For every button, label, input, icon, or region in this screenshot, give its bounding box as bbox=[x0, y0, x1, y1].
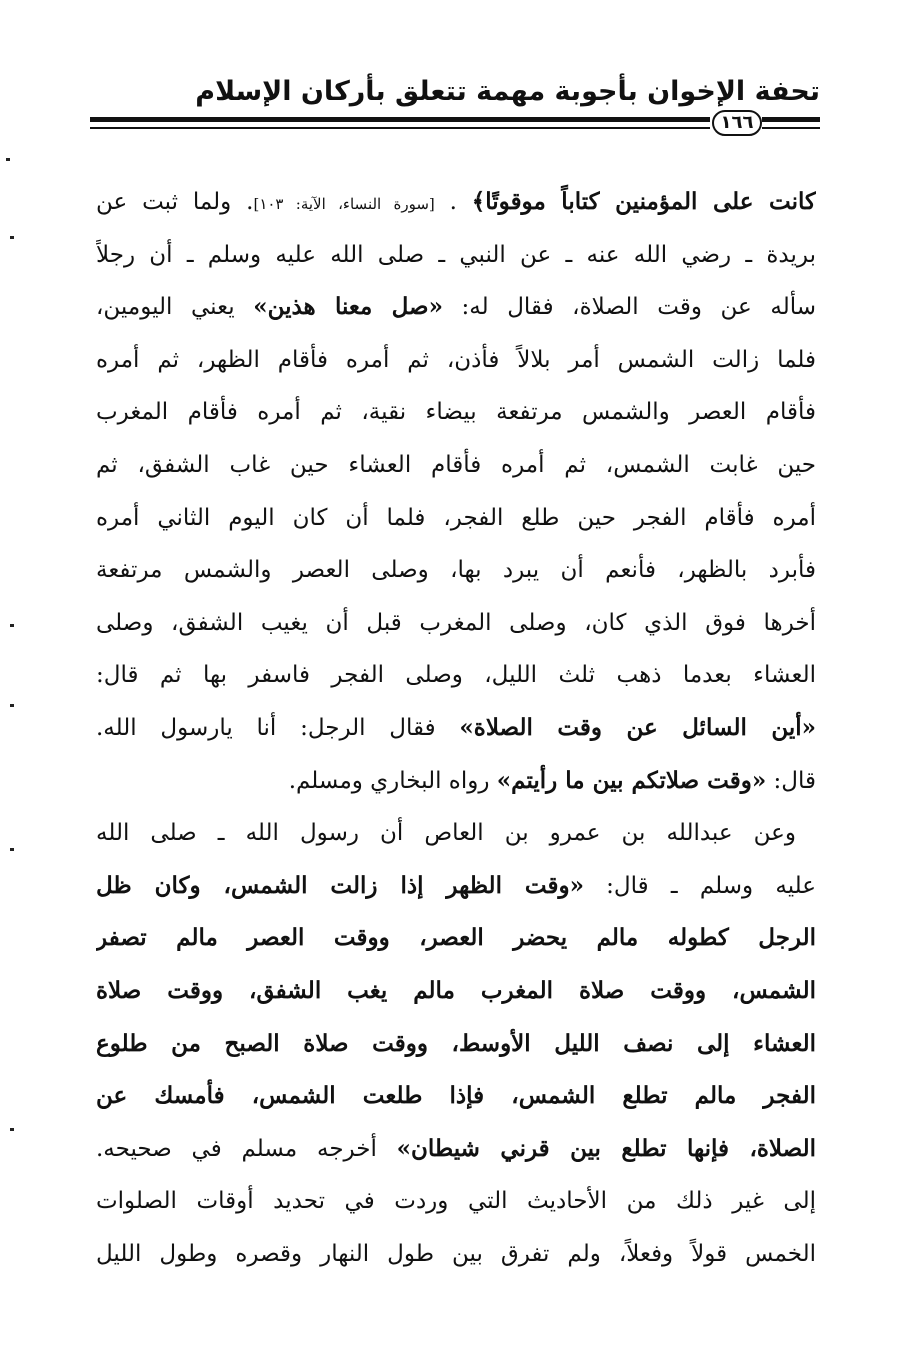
text-span: حين غابت الشمس، ثم أمره فأقام العشاء حين غاب الشفق، ثم bbox=[96, 451, 816, 478]
text-span: قال: bbox=[766, 767, 816, 794]
text-span: الخمس قولاً وفعلاً، ولم تفرق بين طول النهار وقصره وطول الليل bbox=[96, 1240, 816, 1267]
scan-mark bbox=[10, 704, 14, 707]
body-text bbox=[96, 176, 816, 1280]
text-line bbox=[96, 755, 816, 808]
text-line bbox=[96, 176, 816, 229]
text-line bbox=[96, 912, 816, 965]
text-line bbox=[96, 334, 816, 387]
text-span: يعني اليومين، bbox=[96, 294, 254, 321]
bold-text-span: كانت على المؤمنين كتاباً موقوتًا﴾ bbox=[471, 188, 816, 215]
bold-text-span: «أين السائل عن وقت الصلاة» bbox=[459, 713, 816, 741]
text-span: . bbox=[434, 189, 472, 215]
text-line bbox=[96, 1123, 816, 1176]
text-span: وعن عبدالله بن عمرو بن العاص أن رسول الله ـ صلى الله bbox=[96, 820, 796, 847]
text-line bbox=[96, 860, 816, 913]
scan-mark bbox=[6, 158, 10, 161]
text-span: إلى غير ذلك من الأحاديث التي وردت في تحديد أوقات الصلوات bbox=[96, 1188, 816, 1215]
text-line bbox=[96, 1228, 816, 1281]
text-line bbox=[96, 386, 816, 439]
scan-mark bbox=[10, 624, 14, 627]
text-span: أخرها فوق الذي كان، وصلى المغرب قبل أن يغيب الشفق، وصلى bbox=[96, 609, 816, 636]
running-header bbox=[90, 74, 820, 114]
header-rule-thick bbox=[90, 117, 710, 122]
header-title: تحفة الإخوان بأجوبة مهمة تتعلق بأركان الإسلام bbox=[195, 76, 820, 107]
scan-mark bbox=[10, 1128, 14, 1131]
header-rule-thin bbox=[90, 127, 710, 129]
text-line bbox=[96, 229, 816, 282]
text-line bbox=[96, 702, 816, 755]
bold-text-span: الصلاة، فإنها تطلع بين قرني شيطان» bbox=[396, 1134, 816, 1162]
page-number: ١٦٦ bbox=[712, 110, 762, 136]
bold-text-span: الشمس، ووقت صلاة المغرب مالم يغب الشفق، ووقت صلاة bbox=[96, 976, 816, 1004]
bold-text-span: «وقت الظهر إذا زالت الشمس، وكان ظل bbox=[96, 871, 584, 899]
text-line bbox=[96, 649, 816, 702]
bold-text-span: الفجر مالم تطلع الشمس، فإذا طلعت الشمس، فأمسك عن bbox=[96, 1082, 816, 1110]
bold-text-span: العشاء إلى نصف الليل الأوسط، ووقت صلاة الصبح من طلوع bbox=[96, 1029, 816, 1057]
text-span: رواه البخاري ومسلم. bbox=[288, 767, 497, 794]
text-span: أمره فأقام الفجر حين طلع الفجر، فلما أن كان اليوم الثاني أمره bbox=[96, 504, 816, 531]
bold-text-span: «صل معنا هذين» bbox=[253, 293, 443, 321]
text-span: أخرجه مسلم في صحيحه. bbox=[96, 1135, 397, 1162]
text-span: بريدة ـ رضي الله عنه ـ عن النبي ـ صلى الله عليه وسلم ـ أن رجلاً bbox=[96, 241, 816, 268]
text-line bbox=[96, 965, 816, 1018]
text-line bbox=[96, 544, 816, 597]
text-span: فقال الرجل: أنا يارسول الله. bbox=[96, 714, 460, 741]
text-span: . ولما ثبت عن bbox=[96, 189, 254, 215]
scan-mark bbox=[10, 236, 14, 239]
text-line bbox=[96, 439, 816, 492]
scan-mark bbox=[10, 848, 14, 851]
text-span: سأله عن وقت الصلاة، فقال له: bbox=[442, 294, 816, 321]
text-span: العشاء بعدما ذهب ثلث الليل، وصلى الفجر فاسفر بها ثم قال: bbox=[96, 662, 816, 689]
text-line bbox=[96, 807, 816, 860]
header-rule-right-thick bbox=[762, 117, 820, 122]
text-line bbox=[96, 1175, 816, 1228]
text-span: فأقام العصر والشمس مرتفعة بيضاء نقية، ثم أمره فأقام المغرب bbox=[96, 399, 816, 426]
text-line bbox=[96, 597, 816, 650]
bold-text-span: الرجل كطوله مالم يحضر العصر، ووقت العصر مالم تصفر bbox=[96, 924, 816, 952]
citation-span: [سورة النساء، الآية: ١٠٣] bbox=[253, 195, 435, 213]
text-line bbox=[96, 1070, 816, 1123]
text-line bbox=[96, 1018, 816, 1071]
text-span: فلما زالت الشمس أمر بلالاً فأذن، ثم أمره فأقام الظهر، ثم أمره bbox=[96, 346, 816, 373]
header-rule-right-thin bbox=[762, 127, 820, 129]
text-line bbox=[96, 281, 816, 334]
text-line bbox=[96, 492, 816, 545]
text-span: فأبرد بالظهر، فأنعم أن يبرد بها، وصلى العصر والشمس مرتفعة bbox=[96, 557, 816, 584]
text-span: عليه وسلم ـ قال: bbox=[583, 872, 816, 899]
bold-text-span: «وقت صلاتكم بين ما رأيتم» bbox=[496, 766, 767, 794]
